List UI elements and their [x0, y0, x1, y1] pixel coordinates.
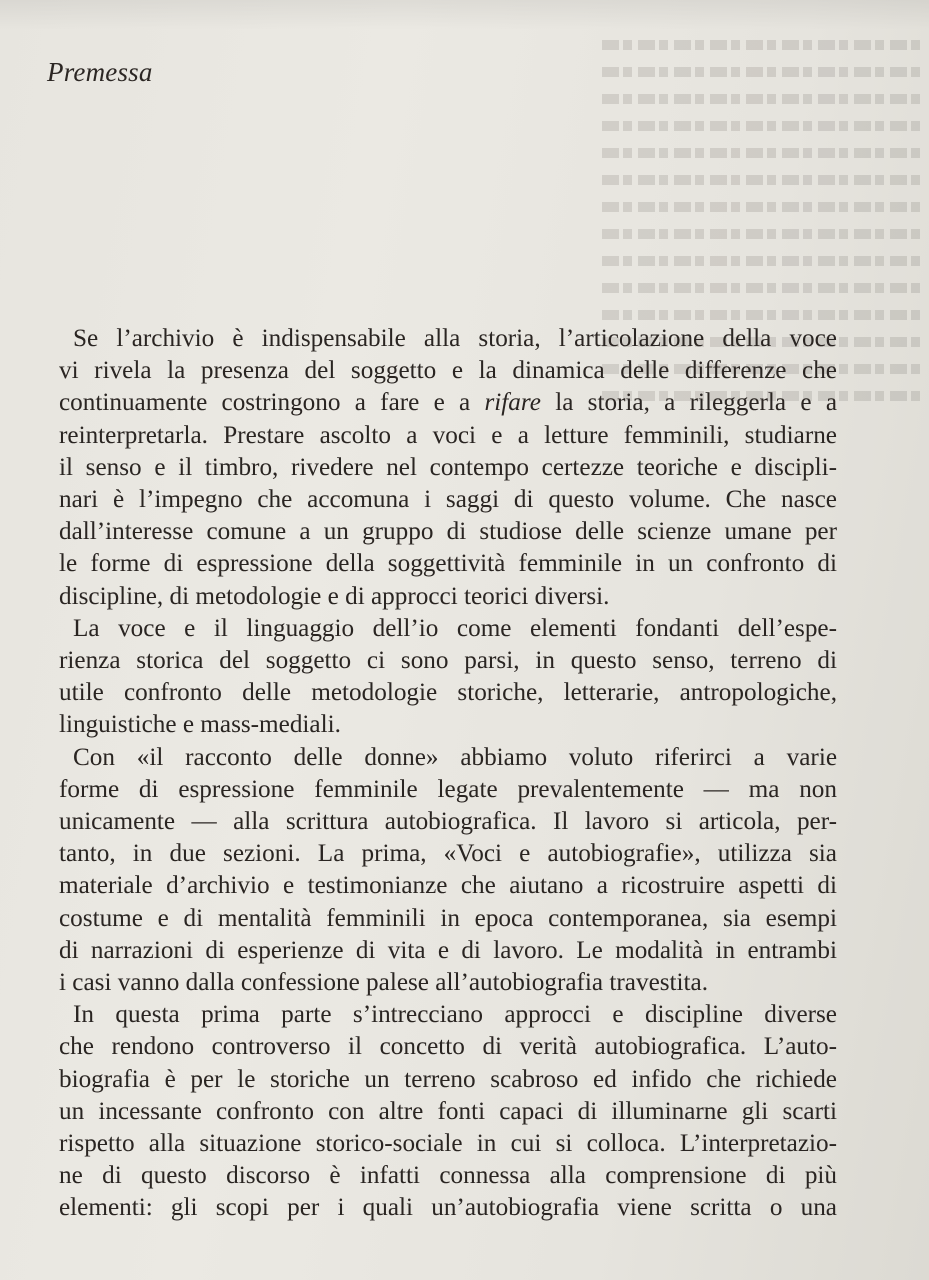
- text-line: Con «il racconto delle donne» abbiamo voluto riferirci a varie: [73, 743, 837, 771]
- body-text: [59, 323, 837, 1225]
- text-line: forme di espressione femminile legate prevalentemente — ma non: [59, 775, 837, 803]
- text-line: il senso e il timbro, rivedere nel contempo certezze teoriche e discipli-: [59, 453, 837, 481]
- paragraph-2: [59, 613, 837, 742]
- text-line: un incessante confronto con altre fonti capaci di illuminarne gli scarti: [59, 1097, 837, 1125]
- text-line: unicamente — alla scrittura autobiografica. Il lavoro si articola, per-: [59, 808, 837, 836]
- text-line: utile confronto delle metodologie storiche, letterarie, antropologiche,: [59, 679, 837, 707]
- text-line: ne di questo discorso è infatti connessa alla comprensione di più: [59, 1162, 837, 1190]
- text-line: di narrazioni di esperienze di vita e di lavoro. Le modalità in entrambi: [59, 936, 837, 964]
- text-line: continuamente costringono a fare e a rifare la storia, a rileggerla e a: [59, 389, 838, 417]
- text-line: discipline, di metodologie e di approcci teorici diversi.: [59, 582, 610, 610]
- text-line: In questa prima parte s’intrecciano approcci e discipline diverse: [73, 1001, 837, 1029]
- text-line: biografia è per le storiche un terreno scabroso ed infido che richiede: [59, 1065, 837, 1093]
- text-line: linguistiche e mass-mediali.: [59, 711, 341, 739]
- paragraph-3: [59, 742, 837, 1000]
- text-line: rispetto alla situazione storico-sociale in cui si colloca. L’interpretazio-: [59, 1130, 837, 1158]
- text-line: dall’interesse comune a un gruppo di studiose delle scienze umane per: [59, 518, 837, 546]
- text-line: costume e di mentalità femminili in epoca contemporanea, sia esempi: [59, 904, 837, 932]
- text-line: materiale d’archivio e testimonianze che aiutano a ricostruire aspetti di: [59, 872, 837, 900]
- text-line: che rendono controverso il concetto di verità autobiografica. L’auto-: [59, 1033, 837, 1061]
- text-line: reinterpretarla. Prestare ascolto a voci e a letture femminili, studiarne: [59, 421, 837, 449]
- text-line: nari è l’impegno che accomuna i saggi di questo volume. Che nasce: [59, 486, 837, 514]
- text-line: le forme di espressione della soggettività femminile in un confronto di: [59, 550, 837, 578]
- text-line: vi rivela la presenza del soggetto e la dinamica delle differenze che: [59, 357, 837, 385]
- text-line: elementi: gli scopi per i quali un’autobiografia viene scritta o una: [59, 1194, 837, 1222]
- text-line: rienza storica del soggetto ci sono parsi, in questo senso, terreno di: [59, 647, 837, 675]
- text-line: Se l’archivio è indispensabile alla storia, l’articolazione della voce: [73, 325, 837, 352]
- italic-word: rifare: [484, 389, 541, 417]
- page-shadow: [0, 0, 929, 30]
- text-line: i casi vanno dalla confessione palese all’autobiografia travestita.: [59, 969, 709, 997]
- text-line: La voce e il linguaggio dell’io come elementi fondanti dell’espe-: [73, 614, 837, 642]
- section-heading: Premessa: [47, 57, 153, 87]
- paragraph-4: [59, 999, 837, 1224]
- paragraph-1: [59, 323, 837, 613]
- text-line: tanto, in due sezioni. La prima, «Voci e autobiografie», utilizza sia: [59, 840, 837, 868]
